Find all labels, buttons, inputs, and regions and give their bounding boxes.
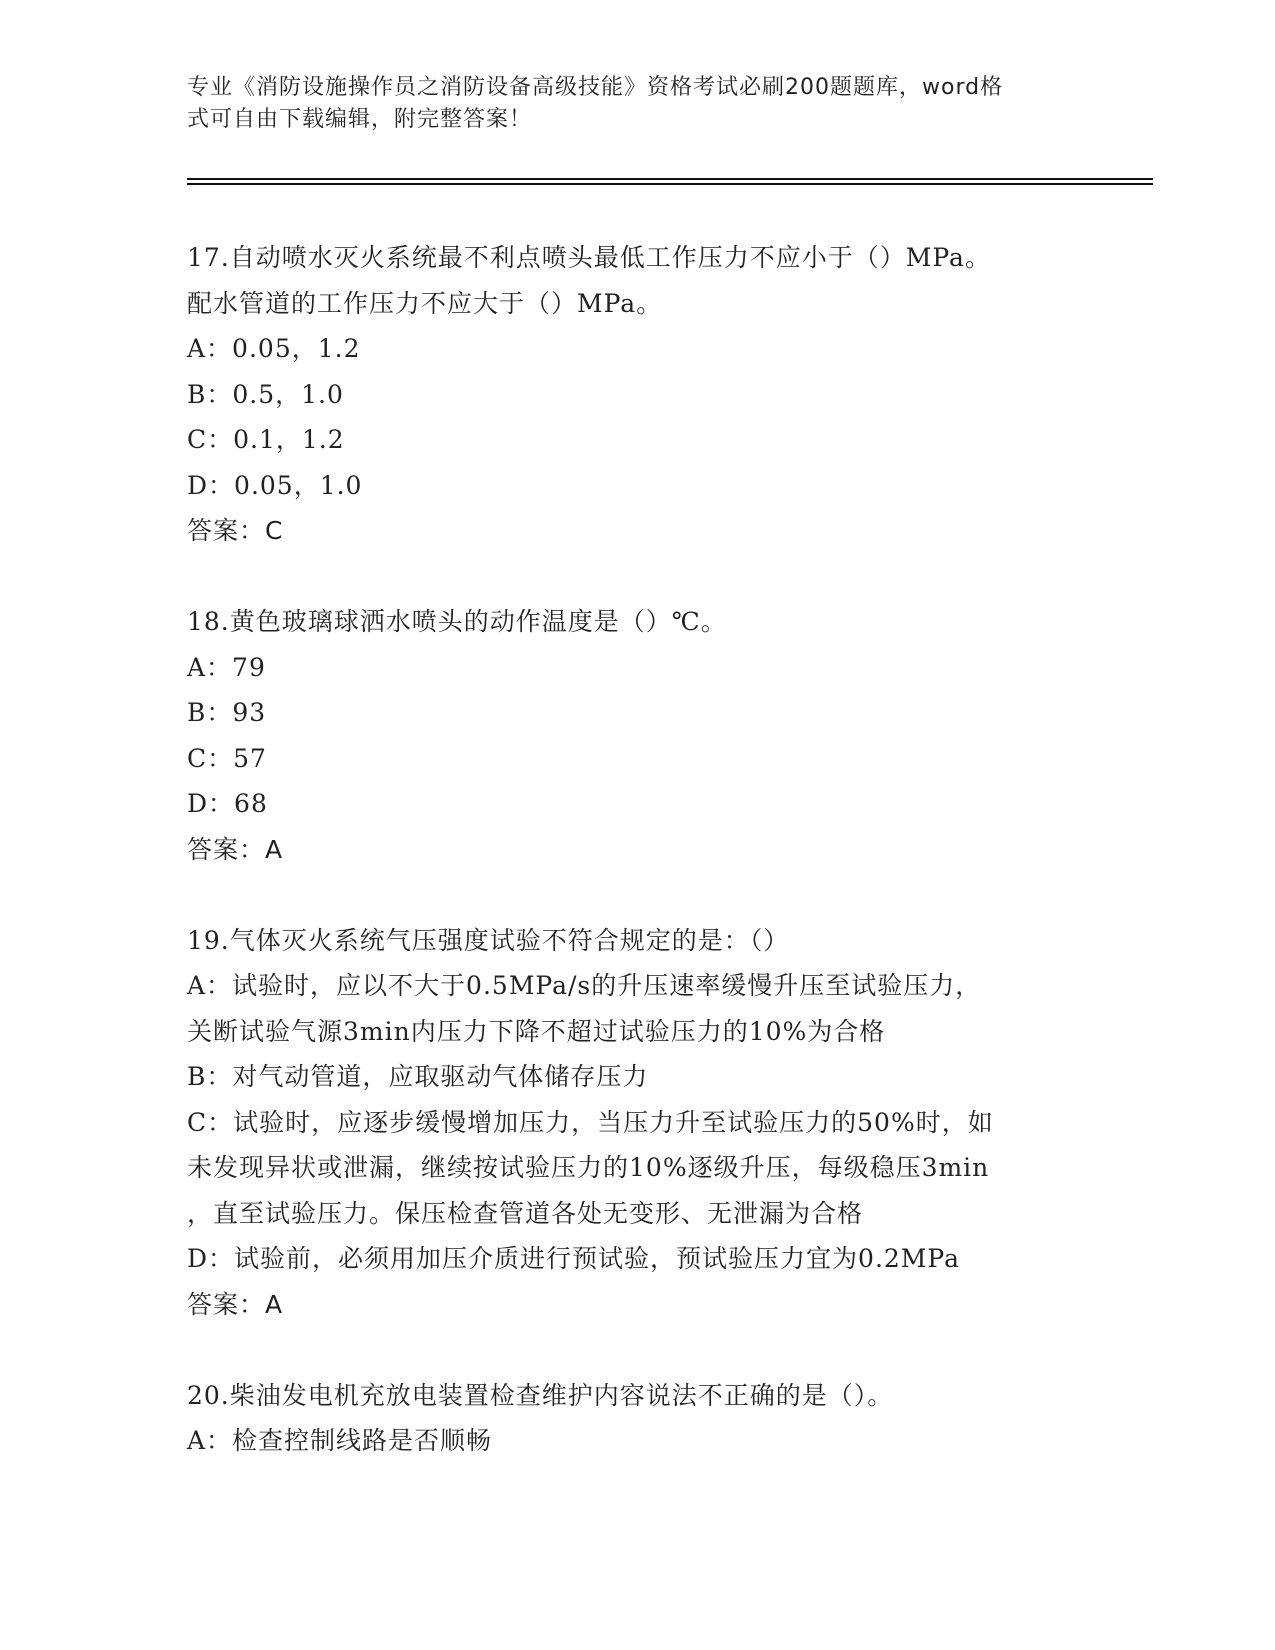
question-stem: 17.自动喷水灭火系统最不利点喷头最低工作压力不应小于（）MPa。 xyxy=(187,243,991,272)
question-stem: 19.气体灭火系统气压强度试验不符合规定的是：（） xyxy=(187,925,790,955)
option-b: B：0.5，1.0 xyxy=(187,379,344,409)
option-a: A：检查控制线路是否顺畅 xyxy=(187,1426,493,1455)
option-a: A：79 xyxy=(187,652,266,682)
option-c: C：试验时，应逐步缓慢增加压力，当压力升至试验压力的50%时，如 xyxy=(187,1107,994,1137)
option-d: D：试验前，必须用加压介质进行预试验，预试验压力宜为0.2MPa xyxy=(187,1244,961,1273)
option-a: A：试验时，应以不大于0.5MPa/s的升压速率缓慢升压至试验压力， xyxy=(187,971,982,1000)
header-divider-top xyxy=(187,178,1153,180)
answer-label: 答案：C xyxy=(187,516,284,545)
question-19 xyxy=(187,918,1087,1328)
option-d: D：0.05，1.0 xyxy=(187,470,363,500)
option-c-continued: ，直至试验压力。保压检查管道各处无变形、无泄漏为合格 xyxy=(187,1198,864,1228)
question-17 xyxy=(187,235,1087,554)
question-list xyxy=(187,235,1087,1464)
answer-label: 答案：A xyxy=(187,834,284,864)
document-header xyxy=(187,72,1067,136)
option-d: D：68 xyxy=(187,789,268,818)
header-line-1: 专业《消防设施操作员之消防设备高级技能》资格考试必刷200题题库，word格 xyxy=(187,75,1004,100)
option-b: B：对气动管道，应取驱动气体储存压力 xyxy=(187,1062,649,1091)
header-divider-bottom xyxy=(187,183,1153,185)
question-20 xyxy=(187,1373,1087,1464)
answer-label: 答案：A xyxy=(187,1289,284,1319)
question-stem-continued: 配水管道的工作压力不应大于（）MPa。 xyxy=(187,288,663,318)
header-line-2: 式可自由下载编辑，附完整答案！ xyxy=(187,107,533,132)
question-stem: 20.柴油发电机充放电装置检查维护内容说法不正确的是（）。 xyxy=(187,1380,894,1410)
option-b: B：93 xyxy=(187,698,267,727)
question-18 xyxy=(187,599,1087,872)
option-c-continued: 未发现异状或泄漏，继续按试验压力的10%逐级升压，每级稳压3min xyxy=(187,1153,990,1182)
question-stem: 18.黄色玻璃球洒水喷头的动作温度是（）℃。 xyxy=(187,607,727,636)
option-c: C：57 xyxy=(187,743,267,773)
option-c: C：0.1，1.2 xyxy=(187,425,345,454)
option-a: A：0.05，1.2 xyxy=(187,334,361,363)
option-a-continued: 关断试验气源3min内压力下降不超过试验压力的10%为合格 xyxy=(187,1016,886,1046)
